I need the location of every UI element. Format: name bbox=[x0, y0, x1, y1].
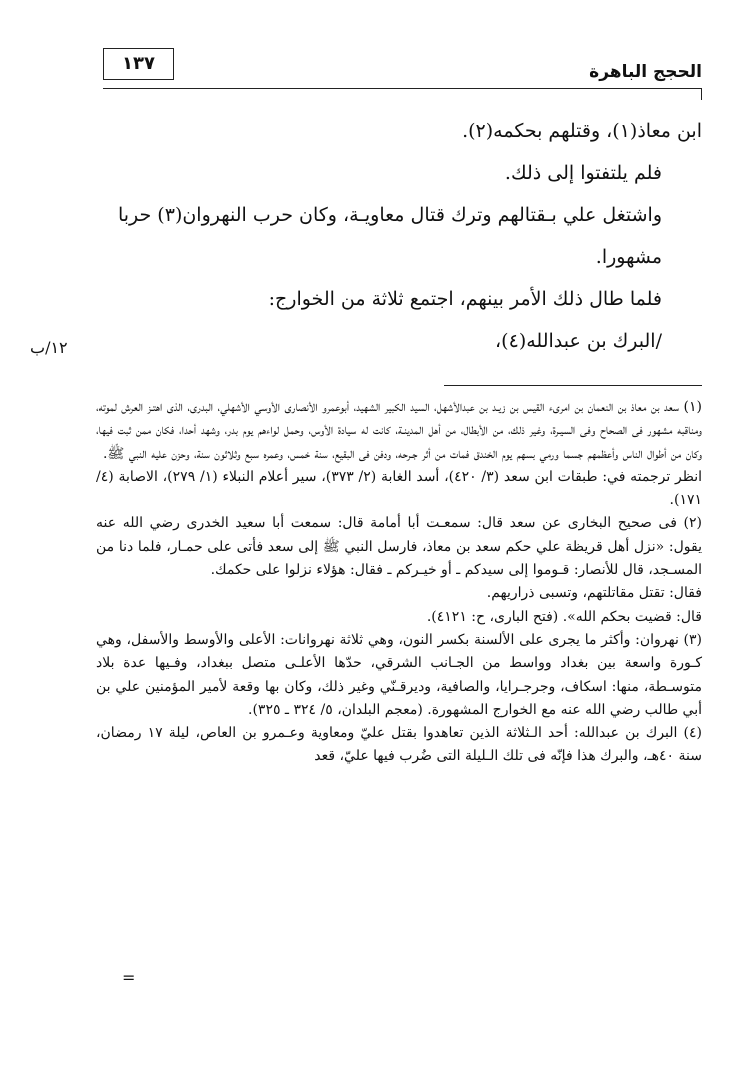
footnote-2-line: فقال: تقتل مقاتلتهم، وتسبى ذراريهم. bbox=[486, 585, 702, 602]
footnotes bbox=[96, 396, 702, 769]
running-head: الحجج الباهرة bbox=[589, 62, 702, 82]
footnote-2-line: قال: قضيت بحكم الله». (فتح البارى، ح: ٤١٢١). bbox=[426, 608, 702, 625]
main-paragraph: فلم يلتفتوا إلى ذلك. bbox=[504, 162, 662, 184]
footnote-1-sources: انظر ترجمته في: طبقات ابن سعد (٣/ ٤٢٠)، أسد الغابة (٢/ ٣٧٣)، سير أعلام النبلاء (١/ ٢٧٩)، الاصابة (٤/ ١٧١). bbox=[96, 468, 703, 509]
footnote-separator bbox=[444, 385, 702, 386]
page-number: ١٣٧ bbox=[103, 48, 174, 80]
main-paragraph: واشتغل علي بـقتالهم وترك قتال معاويـة، وكان حرب النهروان(٣) حربا مشهورا. bbox=[117, 204, 662, 268]
main-paragraph: فلما طال ذلك الأمر بينهم، اجتمع ثلاثة من الخوارج: bbox=[268, 288, 662, 310]
main-paragraph: ابن معاذ(١)، وقتلهم بحكمه(٢). bbox=[462, 120, 702, 142]
footnote-3: (٣) نهروان: وأكثر ما يجرى على الألسنة بكسر النون، وهي ثلاثة نهروانات: الأعلى والأوسط والأسفل، وهي كـورة واسعة بين بغداد وواسط من الجـانب الشرقي، حدّها الأعلـى متصل ببغداد، وفـيها عدة بلاد متوسـطة، منها: اسكاف، وجرجـرايا، والصافية، وديرقـنّي وغير ذلك، وكان بها وقعة لأمير المؤمنين علي بن أبي طالب رضي الله عنه مع الخوارج المشهورة. (معجم البلدان، ٥/ ٣٢٤ ـ ٣٢٥). bbox=[96, 631, 702, 718]
footnote-4: (٤) البرك بن عبدالله: أحد الـثلاثة الذين تعاهدوا بقتل عليّ ومعاوية وعـمرو بن العاص، ليلة ١٧ رمضان، سنة ٤٠هـ، والبرك هذا فإنّه فى تلك الـليلة التى ضُرب فيها عليّ، قعد bbox=[96, 725, 703, 765]
margin-folio-note: ١٢/ب bbox=[30, 338, 68, 357]
header-rule bbox=[103, 88, 702, 89]
footnote-1: (١) سعد بن معاذ بن النعمان بن امرىء القيس بن زيـد بن عبدالأشهل، السيد الكبير الشهيد، أبوعمرو الأنصارى الأوسي الأشهلي، البدرى، الذى اهتـز العرش لموته، ومناقبه مشهور فى الصحاح وفى السيـرة، وغير ذلك، من الأبطال، من أهل المدينـة، كانت له سيادة الأوس، وحمل لواءهم يوم بدر، وشهد أحدا، فكان ممن ثبت فيها، وكان من أطوال الناس وأعظمهم جسما ورمي بسهم يوم الخندق فمات من أثر جـرحه، ودفن فى البقيع، سنة خمس، وعمره سبع وثلاثون سنة، وحزن عليه النبي ﷺ. bbox=[96, 399, 702, 462]
header-rule-tick bbox=[701, 88, 702, 100]
continuation-mark: = bbox=[122, 968, 136, 987]
footnote-2: (٢) فى صحيح البخارى عن سعد قال: سمعـت أبا أمامة قال: سمعت أبا سعيد الخدرى رضي الله عنه يقول: «نزل أهل قريظة علي حكم سعد بن معاذ، فارسل النبي ﷺ إلى سعد فأتى على حمـار، فلما دنا من المسـجد، قال للأنصار: قـوموا إلى سيدكم ـ أو خيـركم ـ فقال: هؤلاء نزلوا على حكمك. bbox=[96, 515, 702, 579]
main-text bbox=[96, 110, 702, 362]
main-paragraph: /البرك بن عبدالله(٤)، bbox=[495, 330, 662, 352]
